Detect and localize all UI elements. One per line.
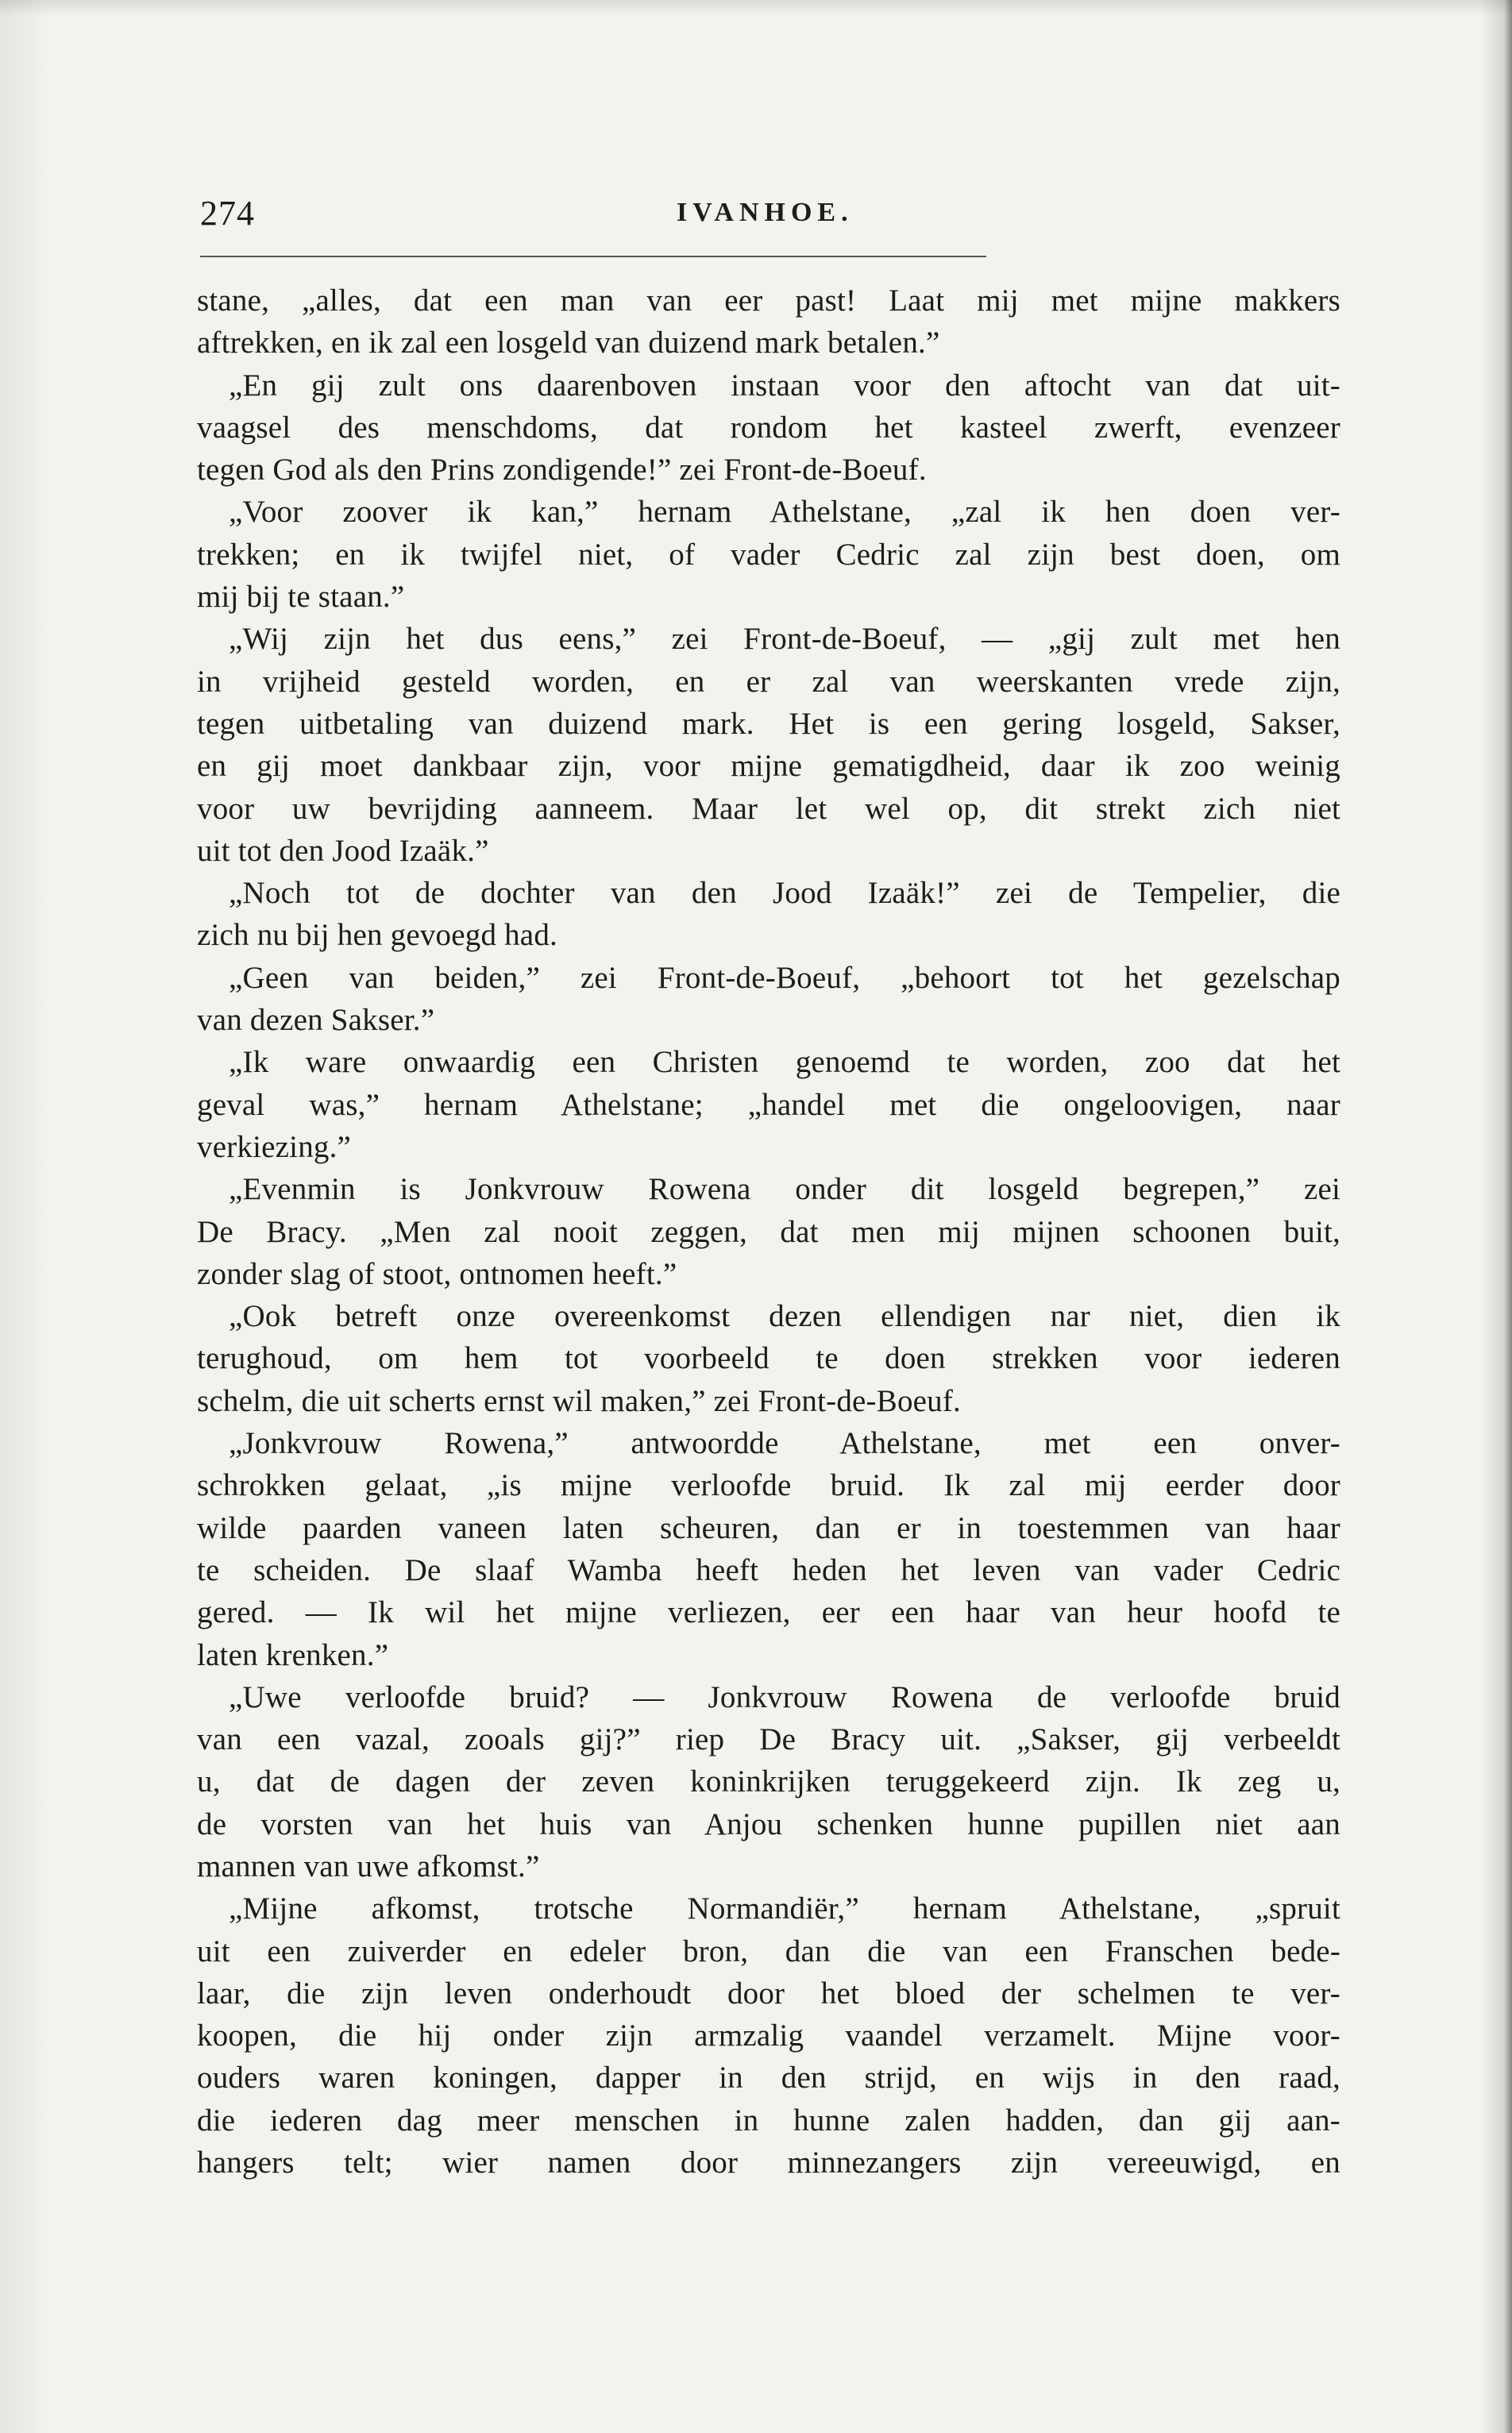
text-line: „Ik ware onwaardig een Christen genoemd te worden, zoo dat het	[229, 1045, 1340, 1080]
text-line: laten krenken.”	[197, 1637, 389, 1672]
text-line: die iederen dag meer menschen in hunne zalen hadden, dan gij aan-	[197, 2103, 1340, 2138]
text-line: „Geen van beiden,” zei Front-de-Boeuf, „behoort tot het gezelschap	[229, 960, 1340, 995]
text-line: van een vazal, zooals gij?” riep De Bracy uit. „Sakser, gij verbeeldt	[197, 1722, 1340, 1757]
text-line: mannen van uwe afkomst.”	[197, 1849, 540, 1884]
text-line: in vrijheid gesteld worden, en er zal van weerskanten vrede zijn,	[197, 664, 1340, 699]
text-line: de vorsten van het huis van Anjou schenken hunne pupillen niet aan	[197, 1806, 1340, 1841]
text-line: en gij moet dankbaar zijn, voor mijne gematigdheid, daar ik zoo weinig	[197, 749, 1340, 784]
text-line: aftrekken, en ik zal een losgeld van duizend mark betalen.”	[197, 326, 940, 361]
text-line: geval was,” hernam Athelstane; „handel met die ongeloovigen, naar	[197, 1087, 1340, 1122]
text-line: „Noch tot de dochter van den Jood Izaäk!” zei de Tempelier, die	[229, 876, 1340, 911]
text-line: „En gij zult ons daarenboven instaan voor den aftocht van dat uit-	[229, 368, 1340, 403]
scan-edge-left	[0, 0, 48, 2433]
scan-edge-top	[0, 0, 1512, 16]
text-line: „Uwe verloofde bruid? — Jonkvrouw Rowena de verloofde bruid	[229, 1679, 1340, 1714]
text-line: stane, „alles, dat een man van eer past! Laat mij met mijne makkers	[197, 283, 1340, 318]
text-line: voor uw bevrijding aanneem. Maar let wel op, dit strekt zich niet	[197, 791, 1340, 826]
body-text	[197, 280, 1340, 2184]
text-line: schrokken gelaat, „is mijne verloofde bruid. Ik zal mij eerder door	[197, 1468, 1340, 1503]
text-line: verkiezing.”	[197, 1129, 352, 1164]
text-line: gered. — Ik wil het mijne verliezen, eer een haar van heur hoofd te	[197, 1595, 1340, 1630]
text-line: van dezen Sakser.”	[197, 1003, 435, 1038]
text-line: terughoud, om hem tot voorbeeld te doen strekken voor iederen	[197, 1341, 1340, 1376]
text-line: uit een zuiverder en edeler bron, dan die van een Franschen bede-	[197, 1934, 1340, 1968]
text-line: „Mijne afkomst, trotsche Normandiër,” hernam Athelstane, „spruit	[229, 1891, 1340, 1926]
text-line: zich nu bij hen gevoegd had.	[197, 918, 557, 953]
page-number: 274	[200, 194, 255, 233]
text-line: zonder slag of stoot, ontnomen heeft.”	[197, 1256, 677, 1291]
page-header	[200, 193, 1336, 241]
text-line: vaagsel des menschdoms, dat rondom het kasteel zwerft, evenzeer	[197, 410, 1340, 445]
text-line: mij bij te staan.”	[197, 580, 405, 615]
text-line: laar, die zijn leven onderhoudt door het bloed der schelmen te ver-	[197, 1976, 1340, 2011]
text-line: tegen God als den Prins zondigende!” zei Front-de-Boeuf.	[197, 453, 927, 488]
text-line: u, dat de dagen der zeven koninkrijken teruggekeerd zijn. Ik zeg u,	[197, 1764, 1340, 1799]
text-line: De Bracy. „Men zal nooit zeggen, dat men mij mijnen schoonen buit,	[197, 1214, 1340, 1249]
text-line: uit tot den Jood Izaäk.”	[197, 833, 489, 868]
text-line: hangers telt; wier namen door minnezangers zijn vereeuwigd, en	[197, 2146, 1340, 2180]
text-line: „Ook betreft onze overeenkomst dezen ellendigen nar niet, dien ik	[229, 1299, 1340, 1334]
text-line: tegen uitbetaling van duizend mark. Het is een gering losgeld, Sakser,	[197, 706, 1340, 741]
scan-edge-right	[1472, 0, 1512, 2433]
text-line: schelm, die uit scherts ernst wil maken,” zei Front-de-Boeuf.	[197, 1383, 962, 1418]
text-line: „Evenmin is Jonkvrouw Rowena onder dit losgeld begrepen,” zei	[229, 1172, 1340, 1207]
text-line: koopen, die hij onder zijn armzalig vaandel verzamelt. Mijne voor-	[197, 2019, 1340, 2053]
header-rule	[200, 256, 986, 257]
text-line: wilde paarden vaneen laten scheuren, dan er in toestemmen van haar	[197, 1510, 1340, 1545]
text-line: „Wij zijn het dus eens,” zei Front-de-Boeuf, — „gij zult met hen	[229, 622, 1340, 657]
text-line: te scheiden. De slaaf Wamba heeft heden het leven van vader Cedric	[197, 1552, 1340, 1587]
text-line: ouders waren koningen, dapper in den strijd, en wijs in den raad,	[197, 2061, 1340, 2096]
running-title: IVANHOE.	[677, 198, 854, 227]
text-line: „Jonkvrouw Rowena,” antwoordde Athelstane, met een onver-	[229, 1426, 1340, 1461]
text-line: trekken; en ik twijfel niet, of vader Cedric zal zijn best doen, om	[197, 537, 1340, 572]
text-line: „Voor zoover ik kan,” hernam Athelstane, „zal ik hen doen ver-	[229, 495, 1340, 530]
